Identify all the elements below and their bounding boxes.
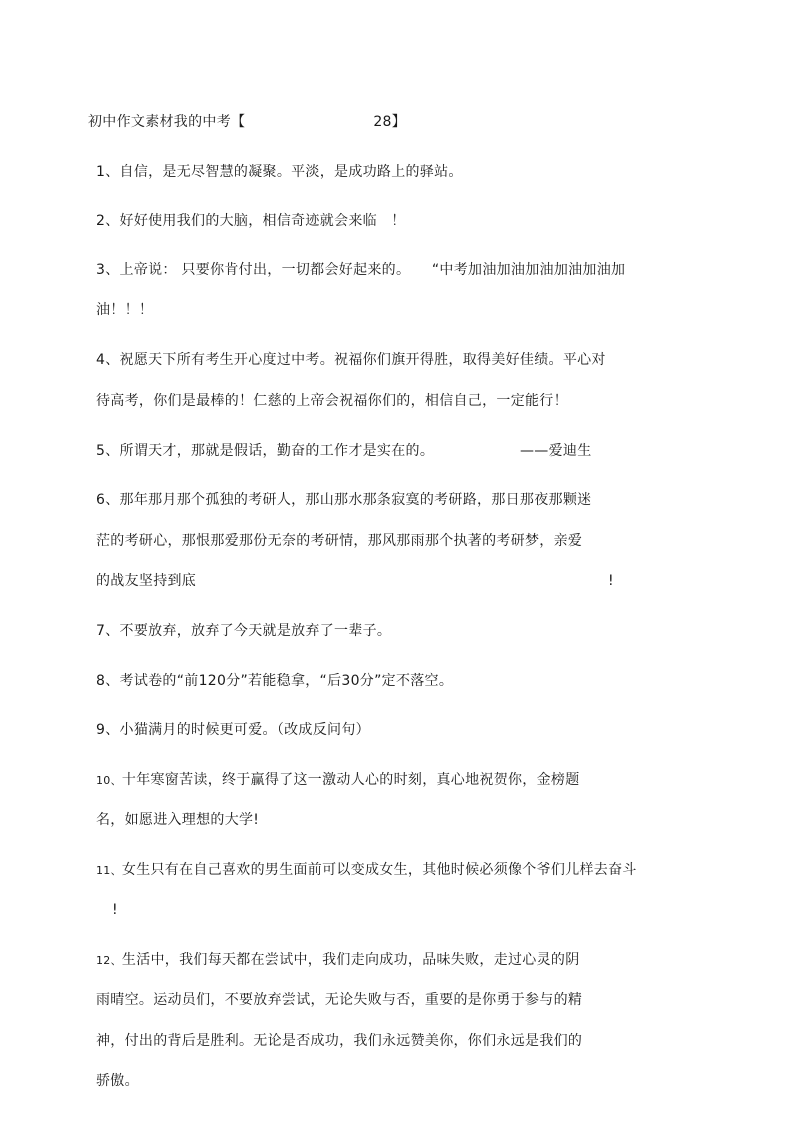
item-continuation: 的战友坚持到底 <box>96 573 197 589</box>
item-number: 12、 <box>96 954 122 967</box>
list-item <box>96 260 625 280</box>
item-text: 不要放弃，放弃了今天就是放弃了一辈子。 <box>119 623 392 639</box>
item-number: 2、 <box>96 213 120 229</box>
item-continuation: 待高考，你们是最棒的！仁慈的上帝会祝福你们的，相信自己，一定能行！ <box>96 393 568 409</box>
list-item <box>96 162 463 182</box>
list-item <box>96 211 406 231</box>
item-text: 祝愿天下所有考生开心度过中考。祝福你们旗开得胜，取得美好佳绩。平心对 <box>119 352 606 368</box>
document-title <box>88 112 406 132</box>
item-number: 9、 <box>96 722 120 738</box>
list-item <box>96 720 370 740</box>
item-text: 自信，是无尽智慧的凝聚。平淡，是成功路上的驿站。 <box>119 164 463 180</box>
list-item <box>96 441 434 461</box>
item-text: 十年寒窗苦读，终于赢得了这一激动人心的时刻，真心地祝贺你，金榜题 <box>121 772 580 788</box>
title-right: 28】 <box>373 114 407 130</box>
item-number: 1、 <box>96 164 120 180</box>
item-text: 所谓天才，那就是假话，勤奋的工作才是实在的。 <box>119 443 435 459</box>
item-continuation: 骄傲。 <box>96 1073 139 1089</box>
item-number: 11、 <box>96 864 122 877</box>
item-text: 生活中，我们每天都在尝试中，我们走向成功，品味失败，走过心灵的阴 <box>121 952 580 968</box>
item-number: 6、 <box>96 492 120 508</box>
item-number: 4、 <box>96 352 120 368</box>
item-text: 小猫满月的时候更可爱。（改成反问句） <box>119 722 370 738</box>
list-item <box>96 350 606 370</box>
item-continuation: ! <box>112 902 118 918</box>
item-number: 5、 <box>96 443 120 459</box>
item-text: 好好使用我们的大脑，相信奇迹就会来临 ！ <box>119 213 406 229</box>
list-item <box>96 621 391 641</box>
list-item <box>96 860 637 881</box>
item-number: 10、 <box>96 774 122 787</box>
item-tail-mark: ! <box>608 573 614 589</box>
item-number: 7、 <box>96 623 120 639</box>
list-item <box>96 671 453 691</box>
quote-attribution: ——爱迪生 <box>520 443 592 459</box>
item-continuation: 名，如愿进入理想的大学! <box>96 812 260 828</box>
item-continuation: 雨晴空。运动员们，不要放弃尝试，无论失败与否，重要的是你勇于参与的精 <box>96 992 583 1008</box>
list-item <box>96 490 591 510</box>
item-number: 8、 <box>96 673 120 689</box>
item-continuation: 茫的考研心，那恨那爱那份无奈的考研情，那风那雨那个执著的考研梦，亲爱 <box>96 533 583 549</box>
item-text: 那年那月那个孤独的考研人，那山那水那条寂寞的考研路，那日那夜那颗迷 <box>119 492 592 508</box>
item-text: 女生只有在自己喜欢的男生面前可以变成女生，其他时候必须像个爷们儿样去奋斗 <box>121 862 637 878</box>
item-continuation: 油！！！ <box>96 302 154 318</box>
list-item <box>96 770 580 791</box>
title-left: 初中作文素材我的中考【 <box>88 114 246 130</box>
item-number: 3、 <box>96 262 120 278</box>
item-text: 考试卷的“前120分”若能稳拿，“后30分”定不落空。 <box>119 673 454 689</box>
item-text: 上帝说： 只要你肯付出，一切都会好起来的。 “中考加油加油加油加油加油加 <box>119 262 626 278</box>
list-item <box>96 950 580 971</box>
item-continuation: 神，付出的背后是胜利。无论是否成功，我们永远赞美你，你们永远是我们的 <box>96 1033 583 1049</box>
